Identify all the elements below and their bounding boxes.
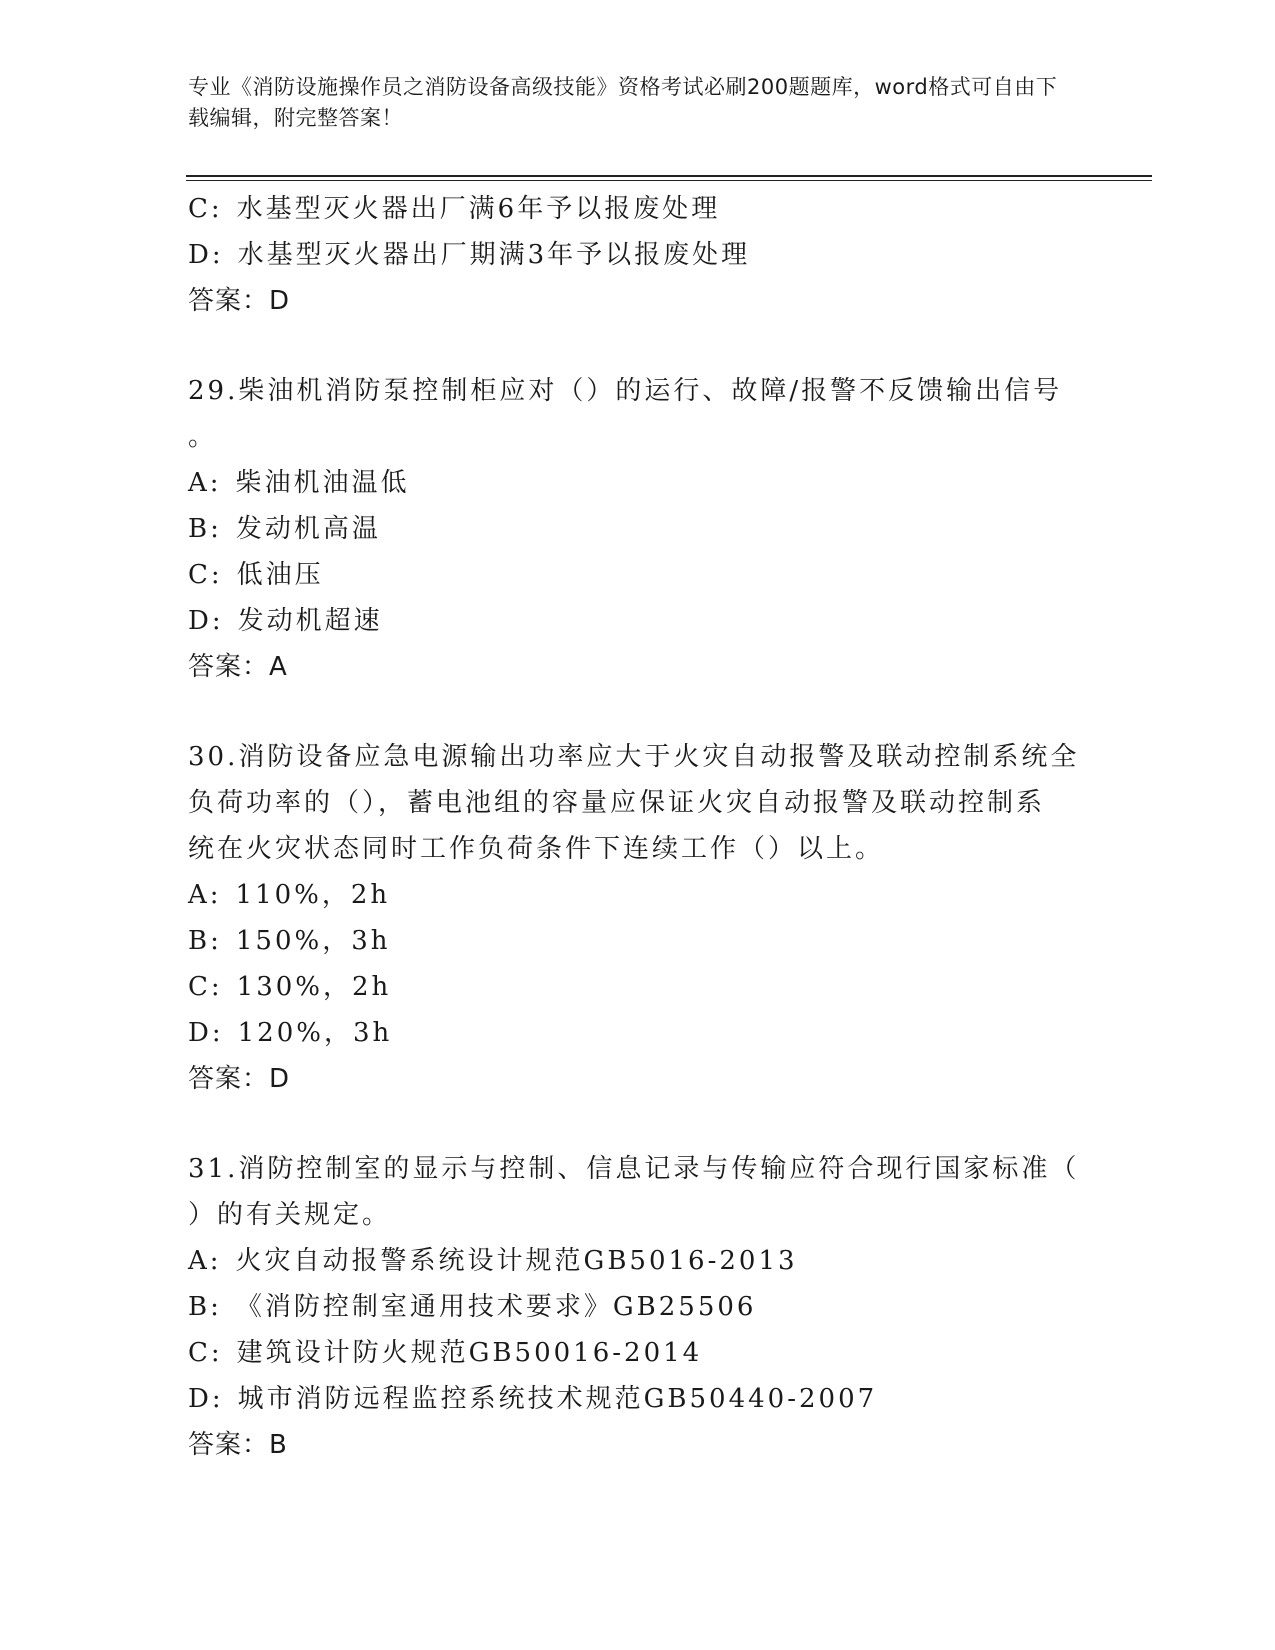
- option-text: 110%，2h: [235, 880, 391, 910]
- question-stem: 30.消防设备应急电源输出功率应大于火灾自动报警及联动控制系统全: [188, 742, 1080, 772]
- option-text: 120%，3h: [237, 1018, 393, 1048]
- option-text: 《消防控制室通用技术要求》GB25506: [235, 1292, 757, 1322]
- option-text: 水基型灭火器出厂期满3年予以报废处理: [237, 240, 751, 270]
- option-label: A:: [188, 1246, 222, 1276]
- option-label: A:: [188, 468, 222, 498]
- option-d: [188, 1376, 1088, 1422]
- question-stem-cont: 统在火灾状态同时工作负荷条件下连续工作（）以上。: [188, 834, 885, 864]
- option-c: [188, 964, 1088, 1010]
- option-d: [188, 598, 1088, 644]
- option-label: C:: [188, 972, 223, 1002]
- option-label: B:: [188, 514, 222, 544]
- option-text: 火灾自动报警系统设计规范GB5016-2013: [235, 1246, 798, 1276]
- option-a: [188, 460, 1088, 506]
- option-text: 发动机超速: [237, 606, 383, 636]
- option-text: 低油压: [236, 560, 324, 590]
- option-label: A:: [188, 880, 222, 910]
- option-c: [188, 1330, 1088, 1376]
- option-label: D:: [188, 606, 224, 636]
- option-d: [188, 1010, 1088, 1056]
- option-c: [188, 552, 1088, 598]
- answer-line: 答案：A: [188, 652, 288, 682]
- answer-line: 答案：D: [188, 286, 291, 316]
- option-label: C:: [188, 194, 223, 224]
- option-b: [188, 506, 1088, 552]
- question-stem: 29.柴油机消防泵控制柜应对（）的运行、故障/报警不反馈输出信号: [188, 376, 1063, 406]
- answer-line: 答案：D: [188, 1064, 291, 1094]
- option-text: 城市消防远程监控系统技术规范GB50440-2007: [237, 1384, 878, 1414]
- question-list: [188, 186, 1088, 1468]
- option-label: C:: [188, 1338, 223, 1368]
- option-c: [188, 186, 1088, 232]
- question-30: [188, 734, 1088, 1102]
- option-label: C:: [188, 560, 223, 590]
- option-text: 水基型灭火器出厂满6年予以报废处理: [236, 194, 721, 224]
- question-stem-cont: 。: [188, 422, 218, 452]
- option-text: 建筑设计防火规范GB50016-2014: [236, 1338, 703, 1368]
- option-label: D:: [188, 1018, 224, 1048]
- option-b: [188, 918, 1088, 964]
- question-stem-cont: 负荷功率的（），蓄电池组的容量应保证火灾自动报警及联动控制系: [188, 788, 1046, 818]
- question-29: [188, 368, 1088, 690]
- option-text: 发动机高温: [235, 514, 381, 544]
- header-divider-thin: [186, 180, 1152, 181]
- question-stem: 31.消防控制室的显示与控制、信息记录与传输应符合现行国家标准（: [188, 1154, 1080, 1184]
- option-text: 130%，2h: [236, 972, 392, 1002]
- answer-line: 答案：B: [188, 1430, 288, 1460]
- option-d: [188, 232, 1088, 278]
- document-header: 专业《消防设施操作员之消防设备高级技能》资格考试必刷200题题库，word格式可自由下载编辑，附完整答案！: [188, 75, 1058, 130]
- option-a: [188, 872, 1088, 918]
- option-label: B:: [188, 1292, 222, 1322]
- header-divider-thick: [186, 175, 1152, 177]
- option-text: 柴油机油温低: [235, 468, 410, 498]
- option-text: 150%，3h: [235, 926, 391, 956]
- option-label: D:: [188, 1384, 224, 1414]
- option-b: [188, 1284, 1088, 1330]
- option-a: [188, 1238, 1088, 1284]
- question-28-tail: [188, 186, 1088, 324]
- question-stem-cont: ）的有关规定。: [188, 1200, 392, 1230]
- question-31: [188, 1146, 1088, 1468]
- option-label: B:: [188, 926, 222, 956]
- option-label: D:: [188, 240, 224, 270]
